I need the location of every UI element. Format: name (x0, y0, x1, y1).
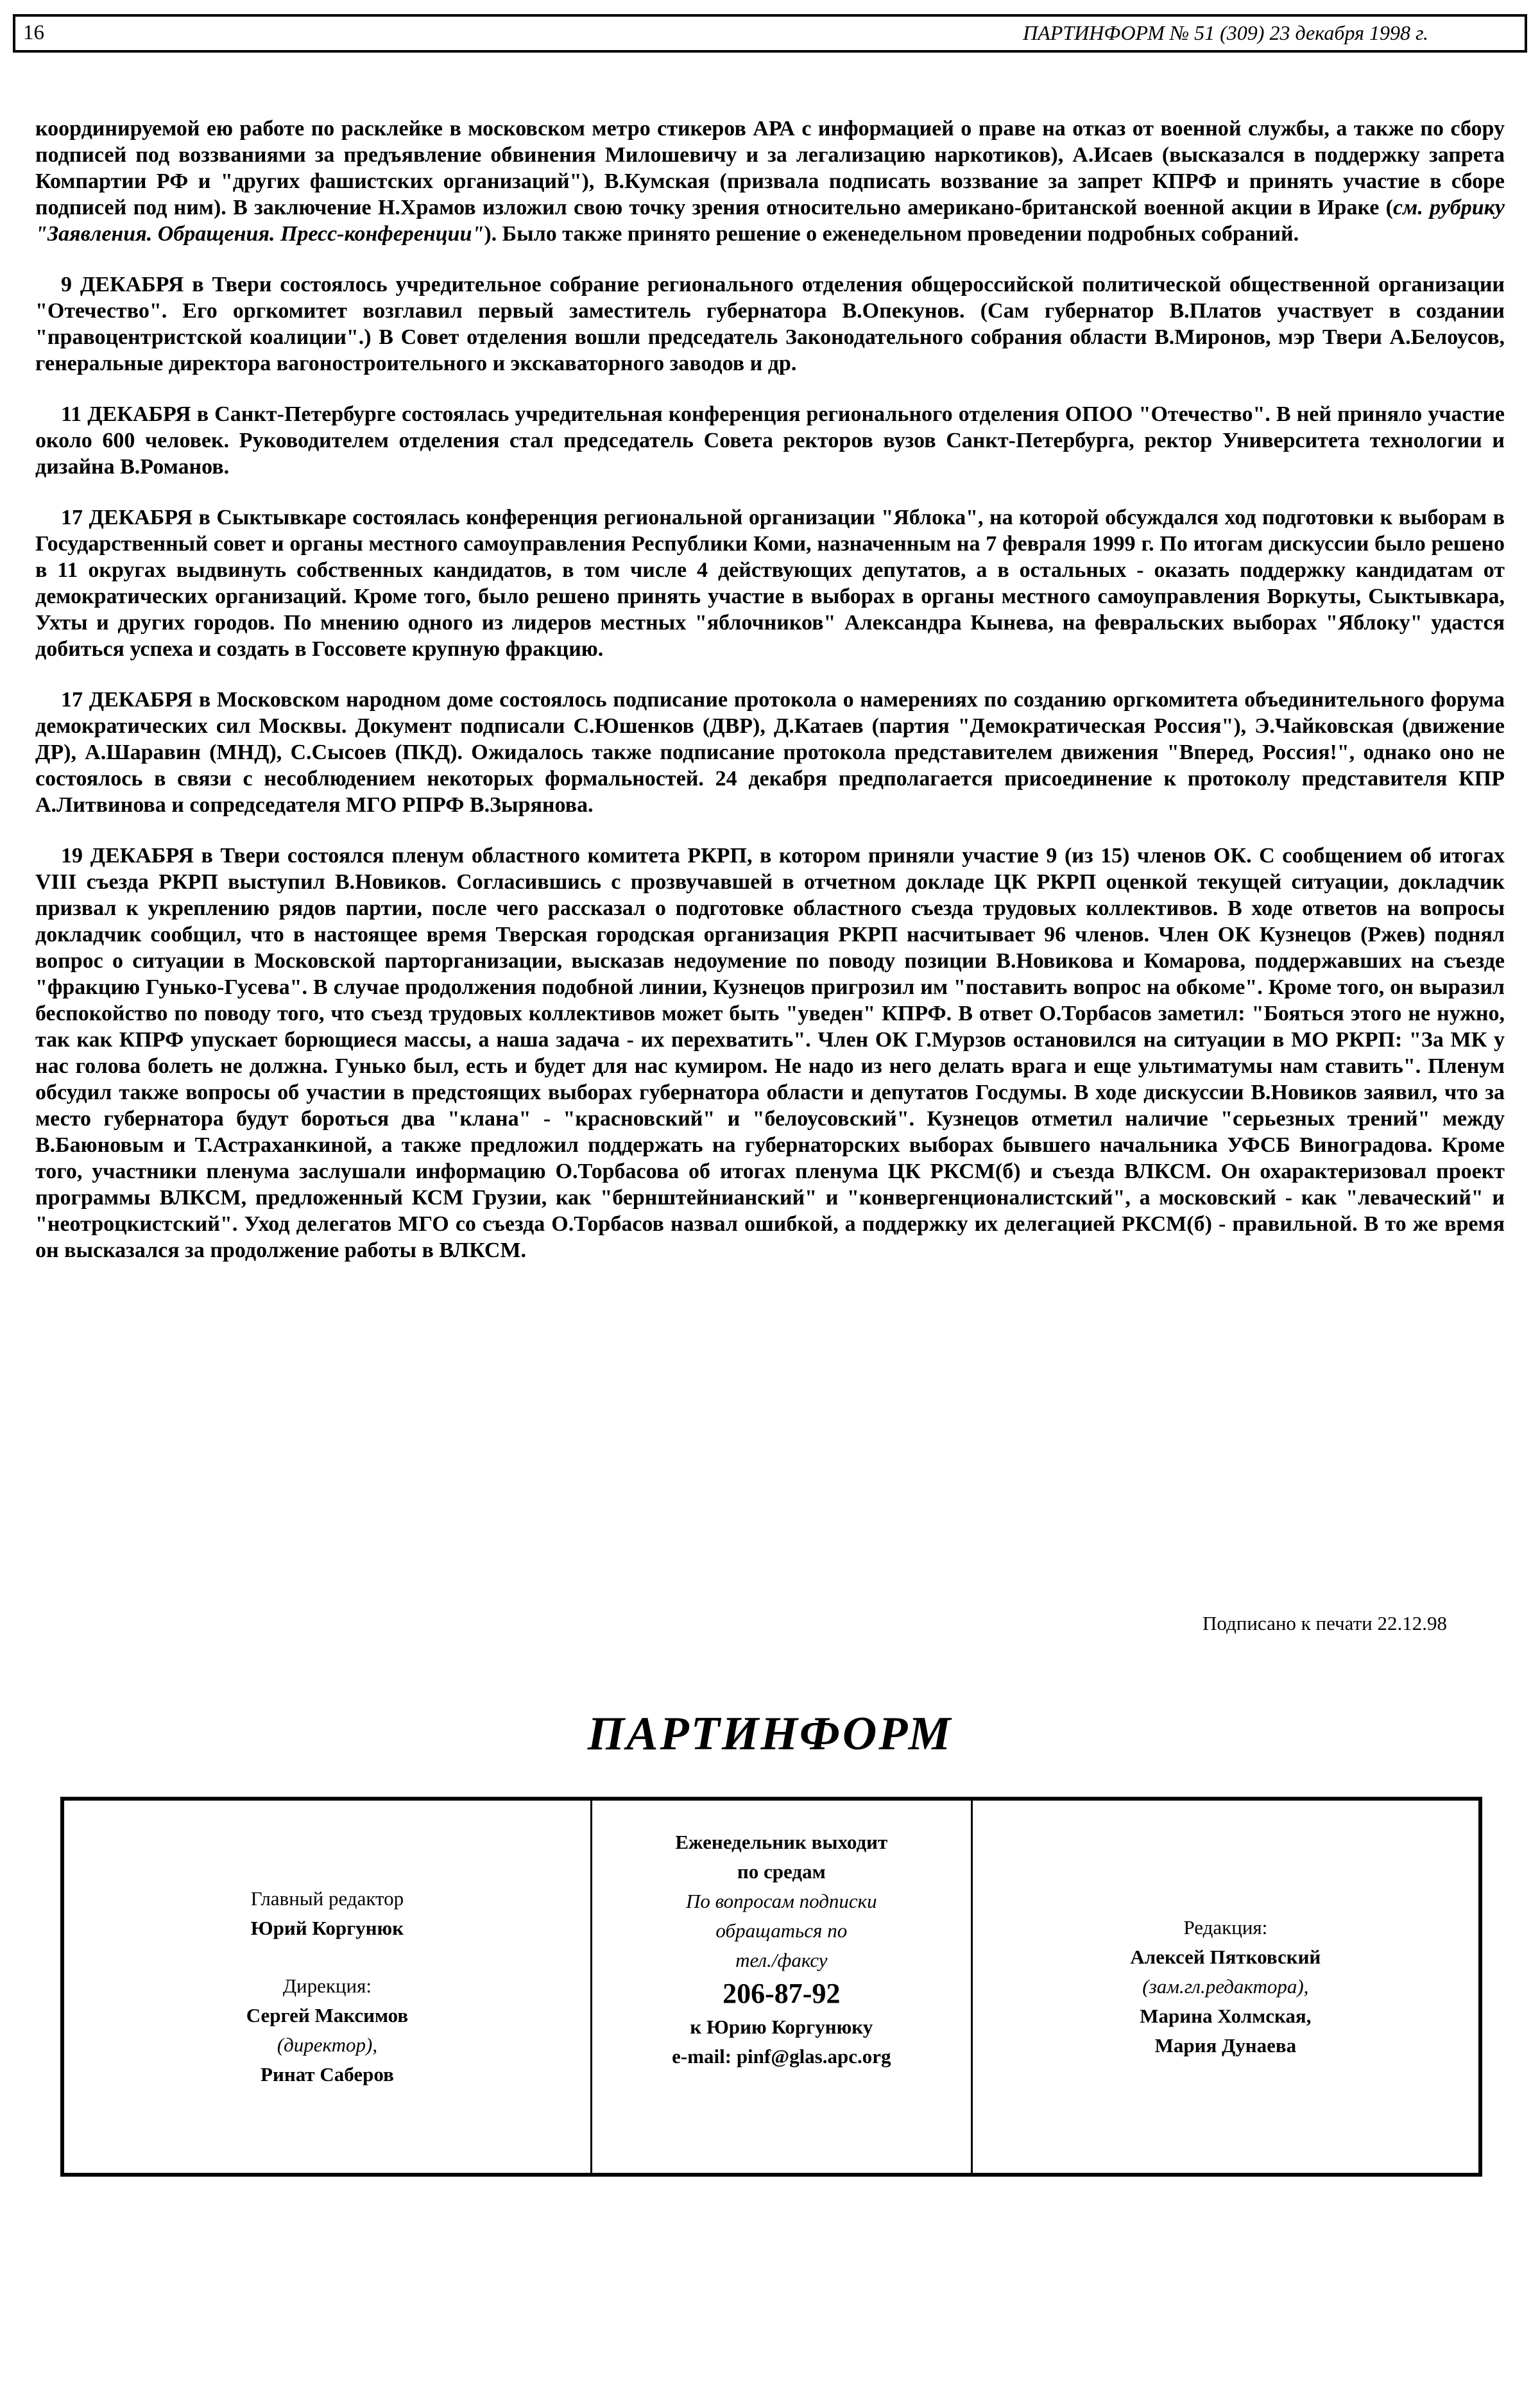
paragraph-italic-note: см. рубрику "Заявления. Обращения. Пресс-конференции" (35, 196, 1505, 246)
editorial-left-column (64, 1801, 590, 2173)
paragraph (35, 116, 1505, 247)
editor-name: Марина Холмская, (1140, 2005, 1312, 2027)
paragraph-text: ). Было также принято решение о еженедельном проведении подробных собраний. (484, 222, 1299, 246)
phone-contact-name: к Юрию Коргунюку (690, 2016, 873, 2038)
masthead-title: ПАРТИНФОРМ (587, 1708, 953, 1760)
phone-number: 206-87-92 (723, 1978, 841, 2009)
paragraph: 11 ДЕКАБРЯ в Санкт-Петербурге состоялась учредительная конференция регионального отделения ОПОО "Отечество". В ней приняло участие около 600 человек. Руководителем отделения стал председатель Совета ректоров вузов Санкт-Петербурга, ректор Университета технологии и дизайна В.Романов. (35, 402, 1505, 479)
editorial-center-column (590, 1801, 971, 2173)
subscription-note: По вопросам подписки (685, 1890, 877, 1912)
paragraph: 9 ДЕКАБРЯ в Твери состоялось учредительное собрание регионального отделения общероссийской политической общественной организации "Отечество". Его оргкомитет возглавил первый заместитель губернатора В.Опекунов. (Сам губернатор В.Платов участвует в создании "правоцентристской коалиции".) В Совет отделения вошли председатель Законодательного собрания области В.Миронов, мэр Твери А.Белоусов, генеральные директора вагоностроительного и экскаваторного заводов и др. (35, 273, 1505, 375)
paragraph-text: координируемой ею работе по расклейке в московском метро стикеров АРА с информацией о праве на отказ от военной службы, а также по сбору подписей под воззваниями за предъявление обвинения Милошевичу и за легализацию наркотиков), А.Исаев (высказался в поддержку запрета Компартии РФ и "других фашистских организаций"), В.Кумская (призвала подписать воззвание за запрет КПРФ и принять участие в сборе подписей под ним). В заключение Н.Храмов изложил свою точку зрения относительно американо-британской военной акции в Ираке ( (35, 117, 1505, 219)
email-address: e-mail: pinf@glas.apc.org (672, 2045, 891, 2068)
deputy-editor-role: (зам.гл.редактора), (1142, 1975, 1309, 1998)
article-body (35, 116, 1505, 1264)
director-name: Сергей Максимов (246, 2004, 409, 2026)
paragraph: 19 ДЕКАБРЯ в Твери состоялся пленум областного комитета РКРП, в котором приняли участие 9 (из 15) членов ОК. С сообщением об итогах VIII съезда РКРП выступил В.Новиков. Согласившись с прозвучавшей в отчетном докладе ЦК РКРП оценкой текущей ситуации, докладчик призвал к укреплению рядов партии, после чего рассказал о подготовке областного съезда трудовых коллективов. В ходе ответов на вопросы докладчик сообщил, что в настоящее время Тверская городская организация РКРП насчитывает 96 членов. Член ОК Кузнецов (Ржев) поднял вопрос о ситуации в Московской парторганизации, высказав недоумение по поводу позиции В.Новикова и Комарова, поддержавших на съезде "фракцию Гунько-Гусева". В случае продолжения подобной линии, Кузнецов пригрозил им "поставить вопрос на обкоме". Кроме того, он выразил беспокойство по поводу того, что съезд трудовых коллективов может быть "уведен" КПРФ. В ответ О.Торбасов заметил: "Бояться этого не нужно, так как КПРФ упускает борющиеся массы, а наша задача - их перехватить". Член ОК Г.Мурзов остановился на ситуации в МО РКРП: "За МК у нас голова болеть не должна. Гунько был, есть и будет для нас кумиром. Не надо из него делать врага и еще ультиматумы нам ставить". Пленум обсудил также вопросы об участии в предстоящих выборах губернатора области и депутатов Госдумы. В ходе дискуссии В.Новиков заявил, что за место губернатора будут бороться два "клана" - "красновский" и "белоусовский". Кузнецов отметил наличие "серьезных трений" между В.Баюновым и Т.Астраханкиной, а также предложил поддержать на губернаторских выборах бывшего начальника УФСБ Виноградова. Кроме того, участники пленума заслушали информацию О.Торбасова об итогах пленума ЦК РКСМ(б) и съезда ВЛКСМ. Он охарактеризовал проект программы ВЛКСМ, предложенный КСМ Грузии, как "бернштейнианский" и "конвергенционалистский", а московский - как "леваческий" и "неотроцкистский". Уход делегатов МГО со съезда О.Торбасов назвал ошибкой, а поддержку их делегацией РКСМ(б) - правильной. В то же время он высказался за продолжение работы в ВЛКСМ. (35, 844, 1505, 1262)
deputy-editor-name: Алексей Пятковский (1130, 1946, 1321, 1968)
paragraph: 17 ДЕКАБРЯ в Сыктывкаре состоялась конференция региональной организации "Яблока", на которой обсуждался ход подготовки к выборам в Государственный совет и органы местного самоуправления Республики Коми, назначенным на 7 февраля 1999 г. По итогам дискуссии было решено в 11 округах выдвинуть собственных кандидатов, в том числе 4 действующих депутатов, а в остальных - оказать поддержку кандидатам от демократических организаций. Кроме того, было решено принять участие в выборах в органы местного самоуправления Воркуты, Сыктывкара, Ухты и других городов. По мнению одного из лидеров местных "яблочников" Александра Кынева, на февральских выборах "Яблоку" удастся добиться успеха и создать в Госсовете крупную фракцию. (35, 506, 1505, 661)
editorial-box (60, 1797, 1482, 2177)
subscription-note: обращаться по (715, 1919, 848, 1942)
directorate-label: Дирекция: (282, 1975, 372, 1997)
second-director-name: Ринат Саберов (261, 2063, 394, 2086)
paragraph: 17 ДЕКАБРЯ в Московском народном доме состоялось подписание протокола о намерениях по созданию оргкомитета объединительного форума демократических сил Москвы. Документ подписали С.Юшенков (ДВР), Д.Катаев (партия "Демократическая Россия"), Э.Чайковская (движение ДР), А.Шаравин (МНД), С.Сысоев (ПКД). Ожидалось также подписание протокола представителем движения "Вперед, Россия!", однако оно не состоялось в связи с несоблюдением некоторых формальностей. 24 декабря предполагается присоединение к протоколу представителя КПР А.Литвинова и сопредседателя МГО РПРФ В.Зырянова. (35, 688, 1505, 817)
editorial-team-label: Редакция: (1183, 1916, 1268, 1939)
page-number: 16 (23, 21, 44, 44)
schedule-line: по средам (737, 1860, 826, 1883)
subscription-note: тел./факсу (735, 1949, 828, 1971)
editor-name: Мария Дунаева (1154, 2034, 1297, 2057)
director-role: (директор), (277, 2034, 378, 2056)
header-issue-title: ПАРТИНФОРМ № 51 (309) 23 декабря 1998 г. (1023, 21, 1428, 44)
schedule-line: Еженедельник выходит (675, 1831, 888, 1853)
page-header (13, 14, 1527, 53)
chief-editor-name: Юрий Коргунюк (250, 1917, 404, 1939)
editorial-right-column (971, 1801, 1478, 2173)
chief-editor-label: Главный редактор (250, 1887, 404, 1910)
signed-to-print: Подписано к печати 22.12.98 (1202, 1612, 1447, 1634)
